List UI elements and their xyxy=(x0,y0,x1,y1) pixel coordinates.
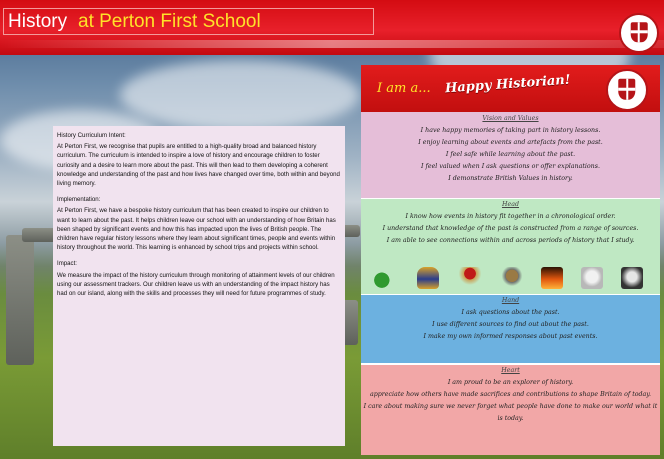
section-heading: Head xyxy=(501,201,519,208)
curriculum-intent-panel xyxy=(53,126,345,446)
poster-i-am: I am a... xyxy=(377,81,431,96)
impact-heading: Impact: xyxy=(57,260,77,268)
queen-portrait-image xyxy=(581,267,603,289)
title-school: at Perton First School xyxy=(78,11,261,32)
section-line: I make my own informed responses about past events. xyxy=(423,333,598,340)
implementation-text: At Perton First, we have a bespoke history curriculum that has been created to inspire our children to want to learn about the past. It helps children leave our school with an understanding of how Britain has been shaped by significant events and how this has impacted upon the lives of British people. The children have regular history lessons where they learn about significant times, people and events within history throughout the world. This learning is enhanced by school trips and projects within school. xyxy=(57,207,336,252)
section-heading: Hand xyxy=(501,297,520,304)
poster-school-logo xyxy=(606,69,648,111)
section-line: I know how events in history fit together in a chronological order. xyxy=(405,213,616,220)
hand-section xyxy=(361,295,660,363)
happy-historian-poster xyxy=(361,65,660,455)
section-heading: Heart xyxy=(501,367,520,374)
viking-image xyxy=(501,267,523,289)
implementation-heading: Implementation: xyxy=(57,196,101,204)
section-line: I am able to see connections within and across periods of history that I study. xyxy=(386,237,635,244)
page-title xyxy=(3,8,374,35)
section-line: appreciate how others have made sacrifices and contributions to shape Britain of today. xyxy=(369,391,652,398)
poster-happy-historian: Happy Historian! xyxy=(444,72,571,97)
section-line: I use different sources to find out about the past. xyxy=(432,321,589,328)
poster-banner xyxy=(361,65,660,113)
heart-section xyxy=(361,365,660,455)
intent-text: At Perton First, we recognise that pupils are entitled to a high-quality broad and balanced history curriculum. The curriculum is intended to inspire a love of history and encourage children to foster curiosity and a desire to learn more about the past. This will then lead to them developing a coherent knowledge and understanding of the past and how lives have changed over time, both within and beyond living memory. xyxy=(57,143,340,188)
page-header xyxy=(0,0,664,55)
pharaoh-mask-image xyxy=(417,267,439,289)
section-line: I ask questions about the past. xyxy=(461,309,560,316)
school-logo xyxy=(619,13,659,53)
dinosaur-image xyxy=(373,267,395,289)
title-history: History xyxy=(8,11,68,32)
roman-soldier-image xyxy=(459,267,481,289)
impact-text: We measure the impact of the history curriculum through monitoring of attainment levels of our children using our assessment trackers. Our children leave us with an understanding of the impact history has had on our island, along with the skills and processes they will need for future programmes of study. xyxy=(57,271,335,298)
section-heading: Vision and Values xyxy=(482,115,539,122)
great-fire-image xyxy=(541,267,563,289)
section-line: I demonstrate British Values in history. xyxy=(448,175,573,182)
astronaut-image xyxy=(621,267,643,289)
section-line: I enjoy learning about events and artefacts from the past. xyxy=(418,139,603,146)
history-images-row xyxy=(369,267,653,289)
section-line: I am proud to be an explorer of history. xyxy=(447,379,574,386)
section-line: I care about making sure we never forget what people have done to make our world what it is today. xyxy=(363,403,658,422)
intent-heading: History Curriculum Intent: xyxy=(57,132,126,139)
section-line: I feel safe while learning about the past. xyxy=(445,151,576,158)
section-line: I understand that knowledge of the past is constructed from a range of sources. xyxy=(382,225,639,232)
section-line: I have happy memories of taking part in history lessons. xyxy=(420,127,601,134)
section-line: I feel valued when I ask questions or offer explanations. xyxy=(421,163,600,170)
vision-values-section xyxy=(361,112,660,198)
